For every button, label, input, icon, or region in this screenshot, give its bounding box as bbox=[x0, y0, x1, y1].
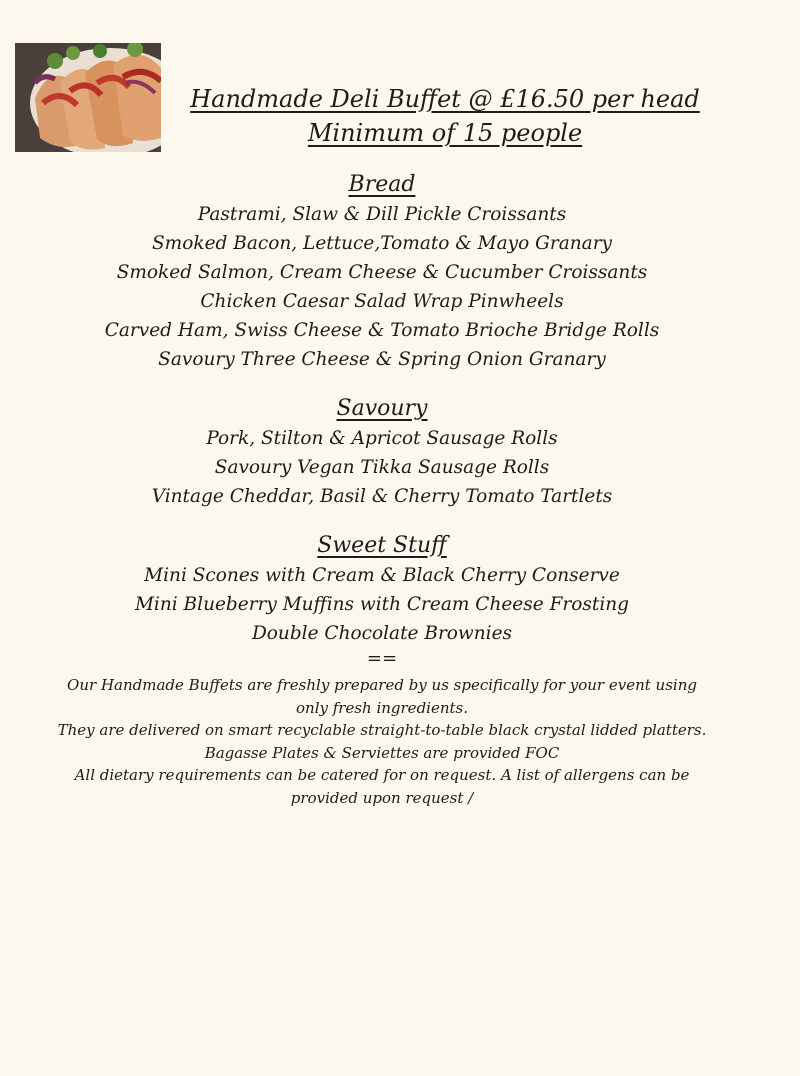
buffet-notes bbox=[20, 674, 744, 810]
section-title-savoury: Savoury bbox=[336, 396, 428, 421]
menu-sections bbox=[60, 170, 704, 670]
menu-item: Mini Scones with Cream & Black Cherry Conserve bbox=[144, 565, 620, 586]
note-line: provided upon request / bbox=[290, 788, 474, 807]
menu-title: Handmade Deli Buffet @ £16.50 per head bbox=[190, 85, 700, 113]
section-gap bbox=[60, 511, 704, 531]
section-title-bread: Bread bbox=[348, 172, 416, 197]
note-line: Bagasse Plates & Serviettes are provided FOC bbox=[204, 743, 560, 762]
menu-item: Smoked Bacon, Lettuce,Tomato & Mayo Granary bbox=[152, 233, 612, 254]
menu-item: Carved Ham, Swiss Cheese & Tomato Brioche Bridge Rolls bbox=[104, 320, 660, 341]
note-line: only fresh ingredients. bbox=[296, 698, 468, 717]
note-line: Our Handmade Buffets are freshly prepared by us specifically for your event using bbox=[67, 676, 697, 694]
menu-item: Savoury Vegan Tikka Sausage Rolls bbox=[214, 457, 550, 478]
minimum-people-note: Minimum of 15 people bbox=[307, 119, 583, 147]
menu-item: Mini Blueberry Muffins with Cream Cheese Frosting bbox=[134, 594, 630, 615]
menu-item: Pork, Stilton & Apricot Sausage Rolls bbox=[206, 428, 558, 449]
section-bread bbox=[60, 170, 704, 374]
menu-item: Chicken Caesar Salad Wrap Pinwheels bbox=[200, 291, 564, 312]
menu-item: Vintage Cheddar, Basil & Cherry Tomato Tartlets bbox=[151, 486, 613, 507]
menu-header bbox=[160, 82, 730, 150]
buffet-platter-photo bbox=[15, 43, 161, 152]
menu-item: Double Chocolate Brownies bbox=[251, 623, 513, 644]
section-sweet-stuff bbox=[60, 531, 704, 648]
menu-item: Pastrami, Slaw & Dill Pickle Croissants bbox=[197, 204, 567, 225]
menu-item: Savoury Three Cheese & Spring Onion Granary bbox=[158, 349, 606, 370]
note-line: All dietary requirements can be catered for on request. A list of allergens can be bbox=[74, 766, 690, 785]
note-line: They are delivered on smart recyclable straight-to-table black crystal lidded platters. bbox=[57, 721, 707, 740]
buffet-platter-icon bbox=[15, 43, 161, 152]
section-gap bbox=[60, 374, 704, 394]
menu-item: Smoked Salmon, Cream Cheese & Cucumber Croissants bbox=[116, 262, 648, 283]
separator: == bbox=[366, 648, 398, 669]
section-title-sweet-stuff: Sweet Stuff bbox=[317, 533, 447, 558]
section-savoury bbox=[60, 394, 704, 511]
